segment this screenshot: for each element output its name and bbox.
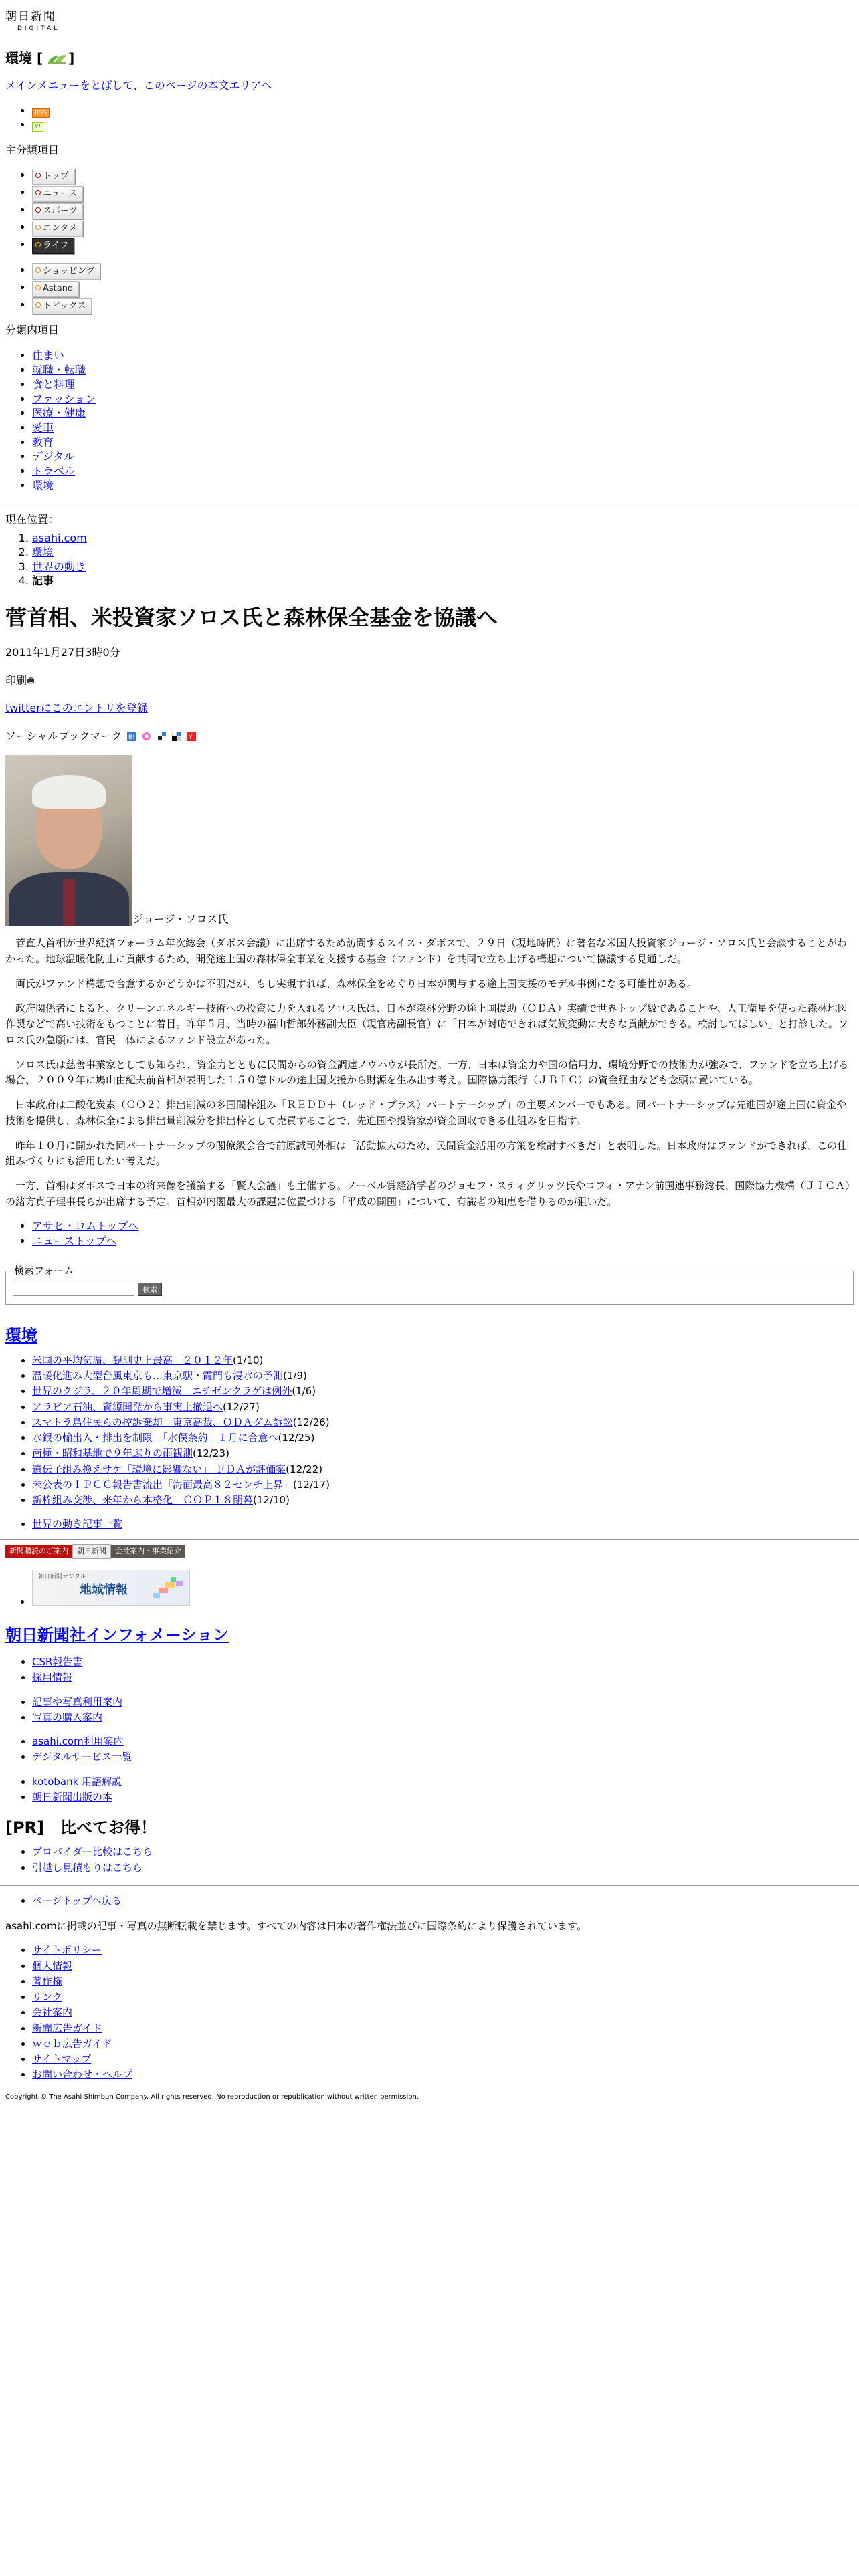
- leaf-icon: [45, 53, 68, 65]
- news-date: (12/25): [278, 1432, 315, 1444]
- social-bookmarks-label: ソーシャルブックマーク: [5, 729, 122, 742]
- sub-nav-item[interactable]: 就職・転職: [32, 363, 86, 377]
- list-item: [32, 1416, 854, 1429]
- asahi-banner[interactable]: 朝日新聞: [72, 1544, 111, 1559]
- company-group-3: [5, 1735, 854, 1764]
- sub-nav-heading: 分類内項目: [5, 324, 60, 337]
- subscribe-banner[interactable]: 新聞購読のご案内: [5, 1545, 72, 1558]
- news-link[interactable]: アラビア石油、資源開発から事実上撤退へ: [32, 1400, 223, 1413]
- search-button[interactable]: 検索: [138, 1283, 162, 1296]
- article-paragraph: 日本政府は二酸化炭素（ＣＯ２）排出削減の多国間枠組み「ＲＥＤＤ＋（レッド・プラス）パートナーシップ」の主要メンバーでもある。同パートナーシップは先進国が途上国に資金や技術を提供し、森林保全による排出量削減分を排出枠として売買することで、先進国や投資家が資金回収できる仕組みを目指す。: [5, 1099, 847, 1127]
- social-bookmarks: [5, 729, 854, 744]
- nav-label: ライフ: [43, 241, 69, 251]
- bullet-icon: [35, 225, 41, 230]
- bullet-icon: [35, 302, 41, 308]
- news-link[interactable]: 世界のクジラ、２０年周期で増減 エチゼンクラゲは例外: [32, 1385, 292, 1398]
- bullet-icon: [35, 267, 41, 273]
- article-body: [5, 936, 854, 1210]
- photo-tie: [63, 879, 75, 926]
- page-top-list: [5, 1894, 854, 1907]
- nav-item-news[interactable]: [32, 186, 83, 202]
- delicious-icon[interactable]: [172, 732, 181, 741]
- article-paragraph: 菅直人首相が世界経済フォーラム年次総会（ダボス会議）に出席するため訪問するスイス・ダボスで、２９日（現地時間）に著名な米国人投資家ジョージ・ソロス氏と会談することがわかった。地球温暖化防止に貢献するため、開発途上国の森林保全事業を支援する基金（ファンド）を共同で立ち上げる構想について協議する見通しだ。: [5, 937, 847, 965]
- skip-to-content-link[interactable]: メインメニューをとばして、このページの本文エリアへ: [5, 79, 272, 92]
- nav-item-astand[interactable]: [32, 281, 79, 297]
- news-link[interactable]: 南極・昭和基地で９年ぶりの雨観測: [32, 1447, 193, 1460]
- sub-nav-item[interactable]: トラベル: [32, 464, 76, 477]
- news-date: (12/10): [253, 1494, 290, 1507]
- article-bottom-links: [5, 1219, 854, 1248]
- copyright-notice: asahi.comに掲載の記事・写真の無断転載を禁じます。すべての内容は日本の著作権法並びに国際条約により保護されています。: [5, 1920, 587, 1933]
- company-link[interactable]: 写真の購入案内: [32, 1711, 103, 1723]
- company-link[interactable]: 朝日新聞出版の本: [32, 1790, 113, 1803]
- article-paragraph: 昨年１０月に開かれた同パートナーシップの閣僚級会合で前原誠司外相は「活動拡大のため、民間資金活用の方策を検討すべきだ」と表明した。日本政府はファンドができれば、この仕組みづくりにも活用したい考えだ。: [5, 1139, 848, 1168]
- page-top-link[interactable]: ページトップへ戻る: [32, 1894, 122, 1907]
- section-title: [5, 49, 854, 68]
- nav-item-life[interactable]: [32, 238, 74, 254]
- hatena-bookmark-icon[interactable]: [127, 732, 136, 741]
- breadcrumb-label: 現在位置：: [5, 512, 60, 526]
- printer-icon: [27, 677, 35, 684]
- article-title: 菅首相、米投資家ソロス氏と森林保全基金を協議へ: [5, 604, 498, 630]
- nav-item-topics[interactable]: [32, 298, 92, 314]
- buzzurl-icon[interactable]: [157, 732, 167, 741]
- news-link[interactable]: 遺伝子組み換えサケ「環境に影響ない」 ＦＤＡが評価案: [32, 1463, 286, 1475]
- news-date: (1/9): [283, 1370, 307, 1382]
- list-item: [32, 1354, 854, 1367]
- asahi-top-link[interactable]: アサヒ・コムトップへ: [32, 1219, 139, 1232]
- section-title-close: ]: [68, 50, 75, 66]
- breadcrumb-item[interactable]: asahi.com: [32, 531, 87, 544]
- divider: [0, 1539, 859, 1540]
- svg-text:Y: Y: [188, 734, 193, 741]
- breadcrumb: [5, 531, 854, 588]
- corp-info-banner[interactable]: 会社案内・事業紹介: [111, 1545, 185, 1558]
- nav-label: トピックス: [43, 301, 86, 312]
- article-paragraph: 政府関係者によると、クリーンエネルギー技術への投資に力を入れるソロス氏は、日本が森林分野の途上国援助（ＯＤＡ）実績で世界トップ級であることや、人工衛星を使った森林地図作製などで高い技術をもつことに着目。昨年５月、当時の福山哲郎外務副大臣（現官房副長官）に「日本が対応できれば気候変動に大きな貢献ができる。検討してほしい」と打診した。ソロス氏の急願には、官民一体によるファンド設立があった。: [5, 1002, 849, 1046]
- footer-link-site-policy[interactable]: サイトポリシー: [32, 1944, 102, 1957]
- print-label: 印刷: [5, 673, 27, 687]
- bullet-icon: [35, 207, 41, 213]
- company-link[interactable]: デジタルサービス一覧: [32, 1751, 132, 1763]
- footer-link-help[interactable]: お問い合わせ・ヘルプ: [32, 2068, 133, 2081]
- footer-links: [5, 1943, 854, 2081]
- sub-nav-item[interactable]: 医療・健康: [32, 407, 86, 420]
- bullet-icon: [35, 173, 41, 178]
- nav-item-entertainment[interactable]: [32, 221, 83, 237]
- pr-list: [5, 1845, 854, 1874]
- related-heading-link[interactable]: 環境: [5, 1326, 37, 1346]
- footer-link-web-ads[interactable]: ｗｅｂ広告ガイド: [32, 2037, 112, 2050]
- sub-nav-item[interactable]: 食と料理: [32, 378, 76, 391]
- news-link[interactable]: 水銀の輸出入・排出を制限 「水俣条約」１月に合意へ: [32, 1432, 278, 1444]
- nav-item-top[interactable]: [32, 169, 75, 185]
- news-date: (12/26): [292, 1416, 330, 1428]
- svg-text:B!: B!: [128, 734, 136, 741]
- news-date: (12/27): [223, 1400, 260, 1413]
- related-more: [5, 1517, 854, 1531]
- news-date: (1/10): [233, 1354, 264, 1366]
- article-paragraph: 両氏がファンド構想で合意するかどうかは不明だが、もし実現すれば、森林保全をめぐり日本が関与する途上国支援のモデル事例になる可能性がある。: [5, 977, 697, 990]
- livedoor-clip-icon[interactable]: [142, 732, 151, 741]
- yahoo-bookmark-icon[interactable]: Y!: [32, 122, 43, 132]
- logo-sub-text: DIGITAL: [17, 25, 60, 32]
- more-news-link[interactable]: 世界の動き記事一覧: [32, 1518, 123, 1531]
- photo-hair: [32, 775, 106, 809]
- search-form-legend: 検索フォーム: [14, 1265, 74, 1277]
- list-item: [32, 1384, 854, 1398]
- company-link[interactable]: kotobank 用語解説: [32, 1775, 122, 1788]
- search-input[interactable]: [13, 1283, 134, 1296]
- sub-nav-item[interactable]: デジタル: [32, 450, 75, 463]
- list-item: [32, 1400, 854, 1414]
- section-title-text: 環境 [: [5, 50, 43, 66]
- footer-link-copyright[interactable]: 著作権: [32, 1975, 63, 1988]
- yahoo-bookmark-small-icon[interactable]: [187, 732, 196, 741]
- footer-link-company[interactable]: 会社案内: [32, 2006, 73, 2019]
- company-group-2: [5, 1695, 854, 1725]
- news-link[interactable]: スマトラ島住民らの控訴棄却 東京高裁、ＯＤＡダム訴訟: [32, 1416, 293, 1428]
- asahi-logo[interactable]: [5, 5, 86, 47]
- list-item: [32, 1463, 854, 1476]
- company-info-heading-link[interactable]: 朝日新聞社インフォメーション: [5, 1625, 229, 1644]
- list-item: [32, 1478, 854, 1491]
- region-banner-list: [5, 1570, 854, 1610]
- copyright-en: Copyright © The Asahi Shimbun Company. All rights reserved. No reproduction or republication without written permission.: [5, 2092, 419, 2101]
- map-icon: [152, 1576, 185, 1600]
- pr-link[interactable]: 引越し見積もりはこちら: [32, 1861, 143, 1874]
- twitter-share-label: twitterにこのエントリを登録: [5, 702, 148, 715]
- banner-row: [5, 1544, 854, 1560]
- main-nav-secondary: [5, 263, 854, 312]
- search-form: [5, 1264, 854, 1305]
- sub-nav-item[interactable]: 環境: [32, 479, 54, 492]
- sub-nav: [5, 348, 854, 493]
- list-item: [32, 1446, 854, 1460]
- nav-label: エンタメ: [43, 223, 78, 234]
- nav-label: ショッピング: [43, 266, 95, 277]
- nav-label: ニュース: [43, 189, 78, 199]
- pr-link[interactable]: プロバイダー比較はこちら: [32, 1846, 153, 1858]
- related-news-list: [5, 1354, 854, 1507]
- footer-link-privacy[interactable]: 個人情報: [32, 1959, 73, 1972]
- divider: [0, 1885, 859, 1886]
- rss-icon[interactable]: RSS: [32, 108, 50, 118]
- news-top-link[interactable]: ニューストップへ: [32, 1234, 117, 1247]
- news-link[interactable]: 新枠組み交渉、来年から本格化 ＣＯＰ１８閉幕: [32, 1494, 254, 1507]
- breadcrumb-item[interactable]: 環境: [32, 546, 54, 559]
- region-info-banner[interactable]: [32, 1570, 190, 1606]
- main-nav-heading: 主分類項目: [5, 143, 60, 156]
- company-link[interactable]: 記事や写真利用案内: [32, 1695, 123, 1708]
- list-item: [32, 1369, 854, 1382]
- company-group-4: [5, 1775, 854, 1804]
- article-photo-block: [5, 755, 854, 926]
- pr-heading: [PR] 比べてお得！: [5, 1818, 157, 1837]
- sub-nav-item[interactable]: 住まい: [32, 348, 65, 362]
- article-date: 2011年1月27日3時0分: [5, 646, 120, 659]
- twitter-share-link[interactable]: [5, 702, 148, 714]
- company-link[interactable]: 採用情報: [32, 1671, 73, 1684]
- news-link[interactable]: 未公表のＩＰＣＣ報告書流出「海面最高８２センチ上昇」: [32, 1478, 294, 1491]
- nav-item-sports[interactable]: [32, 203, 83, 219]
- breadcrumb-current: 記事: [32, 574, 54, 588]
- nav-label: スポーツ: [43, 206, 78, 217]
- sub-nav-item[interactable]: 愛車: [32, 421, 54, 434]
- nav-label: トップ: [43, 171, 69, 182]
- news-date: (12/17): [293, 1478, 330, 1491]
- article-paragraph: ソロス氏は慈善事業家としても知られ、資金力とともに民間からの資金調達ノウハウが長所だ。一方、日本は資金力や国の信用力、環境分野での技術力が強みで、ファンドを立ち上げる場合、２００９年に鳩山由紀夫前首相が表明した１５０億ドルの途上国支援から財源を生み出す考え。国際協力銀行（ＪＢＩＣ）の資金経由なども念頭に置いている。: [5, 1058, 849, 1087]
- footer-link-sitemap[interactable]: サイトマップ: [32, 2053, 92, 2066]
- photo-caption: ジョージ・ソロス氏: [132, 912, 229, 926]
- breadcrumb-item[interactable]: 世界の動き: [32, 560, 86, 573]
- sub-nav-item[interactable]: ファッション: [32, 392, 96, 405]
- company-link[interactable]: asahi.com利用案内: [32, 1735, 124, 1747]
- region-banner-title: 地域情報: [80, 1583, 128, 1598]
- feed-list: [5, 104, 854, 132]
- news-link[interactable]: 米国の平均気温、観測史上最高 ２０１２年: [32, 1354, 233, 1366]
- george-soros-photo: [5, 755, 132, 926]
- region-banner-sub: • 朝日新聞デジタル: [38, 1574, 86, 1581]
- print-control[interactable]: [5, 673, 854, 688]
- main-nav: [5, 168, 854, 252]
- company-link[interactable]: CSR報告書: [32, 1656, 83, 1668]
- news-date: (1/6): [292, 1385, 316, 1398]
- list-item: [32, 1431, 854, 1444]
- nav-item-shopping[interactable]: [32, 263, 100, 280]
- news-link[interactable]: 温暖化進み大型台風東京も…東京駅・霞門も浸水の予測: [32, 1370, 284, 1382]
- list-item: [32, 1493, 854, 1507]
- article-paragraph: 一方、首相はダボスで日本の将来像を議論する「賢人会議」も主催する。ノーベル賞経済学者のジョセフ・スティグリッツ氏やコフィ・アナン前国連事務総長、国際協力機構（ＪＩＣＡ）の緒方貞子理事長らが出席する予定。首相が内閣最大の課題に位置づける「平成の開国」について、有識者の知恵を借りるのが狙いだ。: [5, 1180, 850, 1208]
- footer-link-newspaper-ads[interactable]: 新聞広告ガイド: [32, 2022, 102, 2034]
- bullet-icon: [35, 190, 41, 195]
- news-date: (12/23): [193, 1447, 229, 1460]
- footer-link-links[interactable]: リンク: [32, 1991, 62, 2004]
- bullet-icon: [35, 242, 41, 247]
- sub-nav-item[interactable]: 教育: [32, 435, 54, 449]
- nav-label: Astand: [43, 284, 74, 294]
- news-date: (12/22): [286, 1463, 323, 1475]
- bullet-icon: [35, 285, 41, 290]
- company-group-1: [5, 1655, 854, 1685]
- logo-main-text: 朝日新聞: [5, 10, 56, 23]
